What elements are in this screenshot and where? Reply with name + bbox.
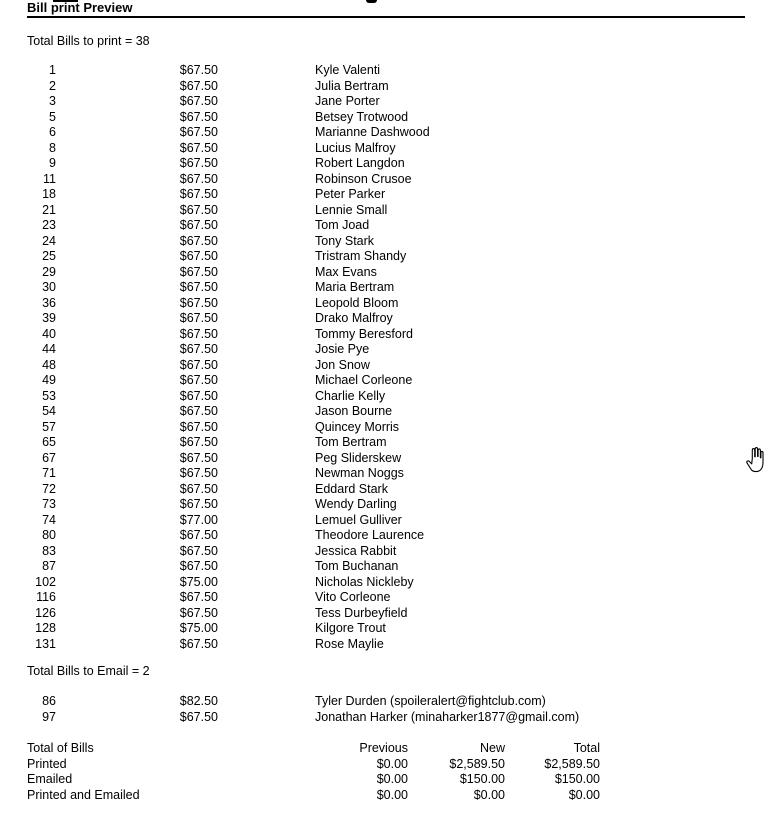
summary-new-value: $0.00 bbox=[473, 787, 505, 802]
column-spacer bbox=[218, 637, 315, 653]
column-spacer bbox=[218, 590, 315, 606]
bill-number: 8 bbox=[49, 140, 56, 155]
bill-recipient-name: Lucius Malfroy bbox=[315, 140, 396, 155]
bill-number: 25 bbox=[42, 249, 56, 263]
bill-row bbox=[27, 528, 430, 544]
bill-amount: $77.00 bbox=[179, 512, 218, 527]
bill-amount: $67.50 bbox=[179, 109, 218, 124]
column-spacer bbox=[218, 482, 315, 498]
bill-recipient-name: Rose Maylie bbox=[315, 636, 384, 651]
bill-row bbox=[27, 327, 430, 343]
bill-recipient-name: Tom Buchanan bbox=[315, 559, 399, 573]
bill-number: 36 bbox=[42, 295, 56, 310]
summary-total-value: $2,589.50 bbox=[544, 756, 600, 771]
bill-recipient-name: Peter Parker bbox=[315, 187, 386, 201]
bill-row bbox=[27, 94, 430, 110]
column-spacer bbox=[218, 606, 315, 622]
bill-number: 131 bbox=[35, 636, 56, 651]
bill-recipient-name: Tom Bertram bbox=[315, 435, 387, 449]
bill-row bbox=[27, 187, 430, 203]
bill-amount: $67.50 bbox=[179, 497, 218, 511]
bill-number: 48 bbox=[42, 357, 56, 372]
bill-amount: $67.50 bbox=[179, 481, 218, 496]
bill-row bbox=[27, 311, 430, 327]
bill-amount: $67.50 bbox=[179, 156, 218, 170]
bill-amount: $67.50 bbox=[179, 233, 218, 248]
bill-row bbox=[27, 358, 430, 374]
bill-recipient-name: Josie Pye bbox=[315, 342, 370, 356]
bill-number: 87 bbox=[42, 559, 56, 573]
column-spacer bbox=[218, 358, 315, 374]
column-spacer bbox=[218, 141, 315, 157]
column-spacer bbox=[218, 110, 315, 126]
summary-total-value: $0.00 bbox=[568, 787, 600, 802]
bill-recipient-name: Eddard Stark bbox=[315, 481, 388, 496]
bill-number: 11 bbox=[43, 171, 56, 186]
column-spacer bbox=[218, 559, 315, 575]
bill-recipient-name: Jon Snow bbox=[315, 357, 370, 372]
print-bill-list bbox=[27, 63, 430, 652]
bill-number: 23 bbox=[42, 218, 56, 232]
bill-recipient-name: Marianne Dashwood bbox=[315, 125, 430, 139]
column-spacer bbox=[218, 420, 315, 436]
bill-number: 44 bbox=[42, 342, 56, 356]
column-spacer bbox=[218, 451, 315, 467]
bill-number: 39 bbox=[42, 311, 56, 325]
bill-number: 9 bbox=[49, 156, 56, 170]
bill-number: 54 bbox=[42, 404, 56, 418]
bill-row bbox=[27, 451, 430, 467]
bill-row bbox=[27, 590, 430, 606]
bill-amount: $67.50 bbox=[179, 326, 218, 341]
bill-recipient-name: Vito Corleone bbox=[315, 590, 391, 604]
bill-recipient-name: Newman Noggs bbox=[315, 466, 404, 480]
bill-recipient-name: Lennie Small bbox=[315, 202, 388, 217]
bill-recipient-name: Jonathan Harker (minaharker1877@gmail.com) bbox=[315, 709, 580, 724]
bill-row bbox=[27, 63, 430, 79]
bill-number: 128 bbox=[35, 621, 56, 635]
bill-amount: $67.50 bbox=[179, 357, 218, 372]
bill-recipient-name: Tom Joad bbox=[315, 218, 370, 232]
bill-number: 40 bbox=[42, 326, 56, 341]
bill-amount: $67.50 bbox=[179, 373, 218, 387]
bill-amount: $67.50 bbox=[179, 404, 218, 418]
bill-row bbox=[27, 265, 430, 281]
open-hand-cursor-icon bbox=[745, 446, 766, 474]
bill-row bbox=[27, 575, 430, 591]
bill-row bbox=[27, 249, 430, 265]
bill-amount: $67.50 bbox=[179, 590, 218, 604]
bill-number: 71 bbox=[42, 466, 56, 480]
bill-amount: $67.50 bbox=[179, 466, 218, 480]
bill-amount: $67.50 bbox=[179, 605, 218, 620]
column-spacer bbox=[218, 156, 315, 172]
bill-row bbox=[27, 694, 579, 710]
column-spacer bbox=[218, 280, 315, 296]
bill-row bbox=[27, 544, 430, 560]
bill-row bbox=[27, 373, 430, 389]
bill-amount: $67.50 bbox=[179, 218, 218, 232]
summary-col-header-new: New bbox=[479, 741, 505, 755]
bill-row bbox=[27, 559, 430, 575]
bill-row bbox=[27, 710, 579, 726]
bill-amount: $67.50 bbox=[179, 388, 218, 403]
bill-number: 49 bbox=[42, 373, 56, 387]
column-spacer bbox=[218, 94, 315, 110]
bill-number: 18 bbox=[42, 187, 56, 201]
bill-amount: $67.50 bbox=[179, 140, 218, 155]
bill-row bbox=[27, 79, 430, 95]
bill-number: 83 bbox=[42, 543, 56, 558]
bill-recipient-name: Wendy Darling bbox=[315, 497, 397, 511]
bill-row bbox=[27, 280, 430, 296]
summary-previous-value: $0.00 bbox=[376, 787, 408, 802]
bill-number: 86 bbox=[42, 694, 56, 708]
title-underline-rule bbox=[27, 16, 745, 18]
column-spacer bbox=[218, 187, 315, 203]
bill-row bbox=[27, 218, 430, 234]
bill-recipient-name: Max Evans bbox=[315, 264, 377, 279]
bill-recipient-name: Jane Porter bbox=[315, 94, 380, 108]
column-spacer bbox=[218, 389, 315, 405]
column-spacer bbox=[218, 544, 315, 560]
bill-row bbox=[27, 172, 430, 188]
bill-number: 80 bbox=[42, 528, 56, 542]
column-spacer bbox=[218, 296, 315, 312]
bill-row bbox=[27, 466, 430, 482]
bill-row bbox=[27, 125, 430, 141]
bill-row bbox=[27, 637, 430, 653]
bill-amount: $67.50 bbox=[179, 264, 218, 279]
column-spacer bbox=[218, 311, 315, 327]
column-spacer bbox=[218, 203, 315, 219]
summary-row-label: Printed and Emailed bbox=[27, 787, 140, 802]
column-spacer bbox=[218, 466, 315, 482]
column-spacer bbox=[218, 234, 315, 250]
summary-col-header-total: Total bbox=[573, 741, 600, 755]
bill-amount: $75.00 bbox=[179, 621, 218, 635]
bill-amount: $67.50 bbox=[179, 543, 218, 558]
bill-number: 6 bbox=[49, 125, 56, 139]
bill-amount: $67.50 bbox=[179, 311, 218, 325]
bill-row bbox=[27, 621, 430, 637]
bill-row bbox=[27, 420, 430, 436]
bill-number: 1 bbox=[49, 63, 56, 77]
bill-number: 116 bbox=[36, 590, 56, 604]
bill-number: 24 bbox=[42, 233, 56, 248]
bill-amount: $67.50 bbox=[179, 187, 218, 201]
bill-row bbox=[27, 404, 430, 420]
bill-amount: $67.50 bbox=[179, 78, 218, 93]
column-spacer bbox=[218, 327, 315, 343]
bill-recipient-name: Tyler Durden (spoileralert@fightclub.com) bbox=[315, 694, 546, 708]
bill-number: 57 bbox=[42, 419, 56, 434]
bill-row bbox=[27, 342, 430, 358]
bill-amount: $75.00 bbox=[179, 574, 218, 589]
bill-amount: $67.50 bbox=[179, 94, 218, 108]
column-spacer bbox=[218, 497, 315, 513]
summary-new-value: $150.00 bbox=[459, 772, 505, 786]
bill-recipient-name: Leopold Bloom bbox=[315, 295, 399, 310]
bill-row bbox=[27, 203, 430, 219]
column-spacer bbox=[218, 63, 315, 79]
bill-row bbox=[27, 156, 430, 172]
bill-row bbox=[27, 110, 430, 126]
column-spacer bbox=[218, 575, 315, 591]
summary-previous-value: $0.00 bbox=[376, 772, 408, 786]
bill-amount: $67.50 bbox=[179, 636, 218, 651]
bill-row bbox=[27, 482, 430, 498]
bill-number: 126 bbox=[35, 605, 56, 620]
column-spacer bbox=[218, 218, 315, 234]
bill-amount: $67.50 bbox=[179, 295, 218, 310]
bill-row bbox=[27, 141, 430, 157]
bill-number: 30 bbox=[42, 280, 56, 294]
bill-number: 67 bbox=[42, 450, 56, 465]
bill-amount: $67.50 bbox=[179, 280, 218, 294]
bill-totals-table bbox=[27, 741, 600, 803]
bill-recipient-name: Betsey Trotwood bbox=[315, 109, 409, 124]
column-spacer bbox=[218, 265, 315, 281]
column-spacer bbox=[218, 435, 315, 451]
bill-number: 2 bbox=[49, 78, 56, 93]
bill-row bbox=[27, 296, 430, 312]
bill-recipient-name: Peg Sliderskew bbox=[315, 450, 402, 465]
bill-recipient-name: Julia Bertram bbox=[315, 78, 389, 93]
bill-recipient-name: Jessica Rabbit bbox=[315, 543, 397, 558]
bill-recipient-name: Robert Langdon bbox=[315, 156, 405, 170]
bill-amount: $67.50 bbox=[179, 528, 218, 542]
column-spacer bbox=[218, 125, 315, 141]
column-spacer bbox=[218, 172, 315, 188]
bill-number: 102 bbox=[35, 574, 56, 589]
bill-row bbox=[27, 234, 430, 250]
bill-recipient-name: Quincey Morris bbox=[315, 419, 400, 434]
bill-recipient-name: Maria Bertram bbox=[315, 280, 395, 294]
bill-number: 5 bbox=[49, 109, 56, 124]
bill-recipient-name: Drako Malfroy bbox=[315, 311, 393, 325]
bill-recipient-name: Michael Corleone bbox=[315, 373, 413, 387]
bill-number: 72 bbox=[42, 481, 56, 496]
column-spacer bbox=[218, 342, 315, 358]
open-hand-cursor bbox=[745, 446, 766, 474]
print-section-heading: Total Bills to print = 38 bbox=[27, 34, 150, 48]
column-spacer bbox=[218, 528, 315, 544]
bill-amount: $67.50 bbox=[179, 249, 218, 263]
email-section-heading: Total Bills to Email = 2 bbox=[27, 664, 150, 678]
bill-number: 21 bbox=[42, 202, 56, 217]
bill-row bbox=[27, 389, 430, 405]
column-spacer bbox=[218, 710, 315, 726]
column-spacer bbox=[218, 694, 315, 710]
bill-row bbox=[27, 435, 430, 451]
bill-recipient-name: Robinson Crusoe bbox=[315, 171, 412, 186]
column-spacer bbox=[218, 513, 315, 529]
bill-amount: $67.50 bbox=[179, 342, 218, 356]
bill-recipient-name: Tess Durbeyfield bbox=[315, 605, 408, 620]
bill-number: 3 bbox=[49, 94, 56, 108]
bill-recipient-name: Kyle Valenti bbox=[315, 63, 381, 77]
bill-amount: $67.50 bbox=[179, 171, 218, 186]
bill-amount: $82.50 bbox=[179, 694, 218, 708]
bill-number: 73 bbox=[42, 497, 56, 511]
bill-row bbox=[27, 497, 430, 513]
bill-amount: $67.50 bbox=[179, 435, 218, 449]
column-spacer bbox=[218, 404, 315, 420]
column-spacer bbox=[218, 373, 315, 389]
bill-recipient-name: Jason Bourne bbox=[315, 404, 393, 418]
bill-row bbox=[27, 513, 430, 529]
bill-number: 97 bbox=[42, 709, 56, 724]
summary-previous-value: $0.00 bbox=[376, 756, 408, 771]
bill-number: 29 bbox=[42, 264, 56, 279]
bill-recipient-name: Lemuel Gulliver bbox=[315, 512, 402, 527]
bill-amount: $67.50 bbox=[179, 202, 218, 217]
bill-recipient-name: Tommy Beresford bbox=[315, 326, 413, 341]
bill-amount: $67.50 bbox=[179, 63, 218, 77]
bill-amount: $67.50 bbox=[179, 709, 218, 724]
bill-recipient-name: Kilgore Trout bbox=[315, 621, 386, 635]
summary-total-value: $150.00 bbox=[554, 772, 600, 786]
bill-amount: $67.50 bbox=[179, 450, 218, 465]
page-title: Bill print Preview bbox=[27, 0, 133, 15]
bill-recipient-name: Charlie Kelly bbox=[315, 388, 386, 403]
bill-number: 65 bbox=[42, 435, 56, 449]
bill-recipient-name: Tony Stark bbox=[315, 233, 375, 248]
summary-col-header-previous: Previous bbox=[359, 741, 408, 755]
bill-row bbox=[27, 606, 430, 622]
column-spacer bbox=[218, 621, 315, 637]
summary-row-label: Printed bbox=[27, 756, 67, 771]
bill-number: 53 bbox=[42, 388, 56, 403]
summary-row-label: Emailed bbox=[27, 772, 73, 786]
bill-number: 74 bbox=[42, 512, 56, 527]
bill-recipient-name: Theodore Laurence bbox=[315, 528, 425, 542]
clipped-text-artifact bbox=[366, 0, 377, 3]
summary-label-header: Total of Bills bbox=[27, 741, 94, 755]
bill-recipient-name: Nicholas Nickleby bbox=[315, 574, 414, 589]
bill-amount: $67.50 bbox=[179, 419, 218, 434]
column-spacer bbox=[218, 79, 315, 95]
bill-amount: $67.50 bbox=[179, 559, 218, 573]
bill-amount: $67.50 bbox=[179, 125, 218, 139]
column-spacer bbox=[218, 249, 315, 265]
email-bill-list bbox=[27, 694, 579, 725]
summary-new-value: $2,589.50 bbox=[449, 756, 505, 771]
bill-recipient-name: Tristram Shandy bbox=[315, 249, 407, 263]
